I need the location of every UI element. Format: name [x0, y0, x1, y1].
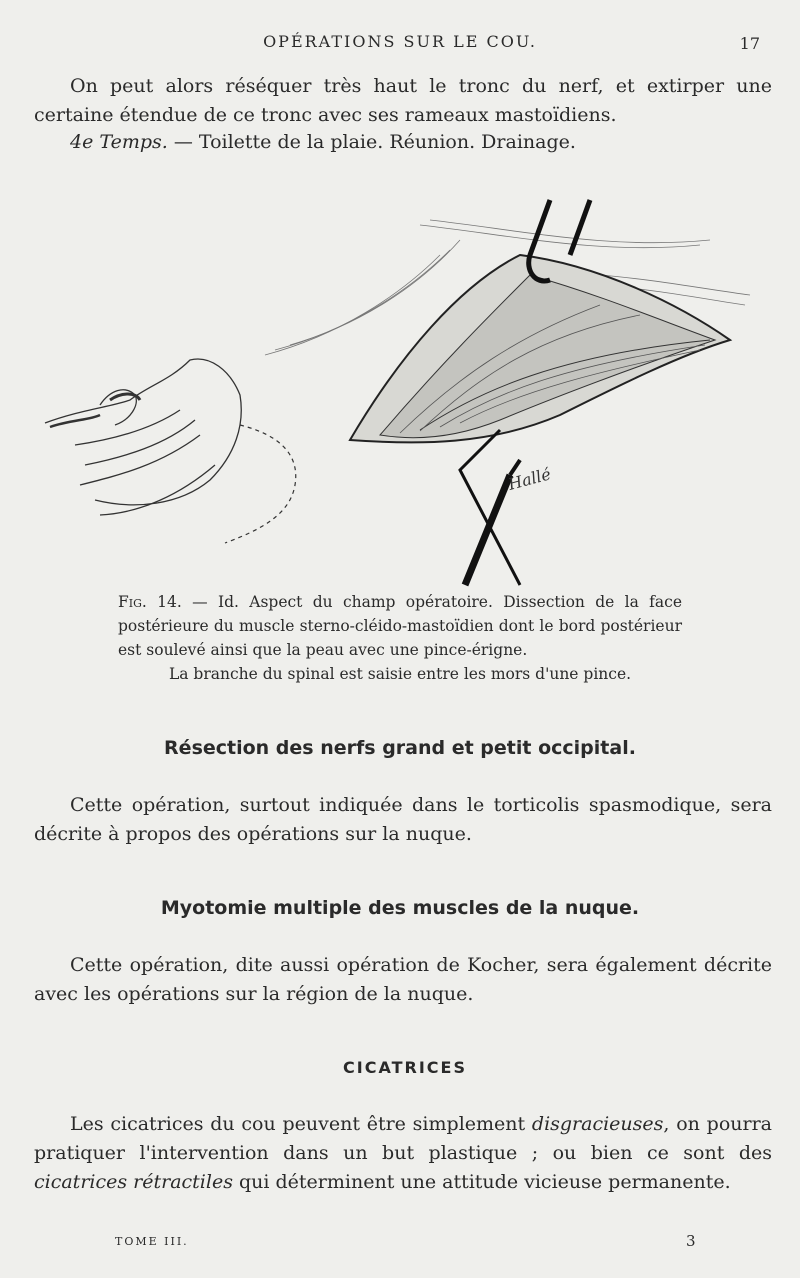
- cicatrices-italic-2: cicatrices rétractiles: [34, 1171, 233, 1193]
- ear-drawing: [45, 359, 241, 515]
- figure-caption: [118, 590, 682, 686]
- cicatrices-text-2: , on pourra pratiquer l'intervention dans un but plastique ; ou bien ce sont des: [34, 1113, 772, 1164]
- temps-label: 4e Temps.: [70, 131, 168, 153]
- section-heading-myotomie: Myotomie multiple des muscles de la nuque.: [160, 897, 640, 919]
- temps-line: [70, 131, 576, 153]
- artist-signature: Hallé: [506, 464, 553, 494]
- section-heading-cicatrices: CICATRICES: [343, 1058, 467, 1077]
- cicatrices-italic-1: disgracieuses: [531, 1113, 664, 1135]
- cicatrices-text-3: qui déterminent une attitude vicieuse permanente.: [232, 1171, 731, 1193]
- caption-label: Fig. 14.: [118, 593, 182, 611]
- caption-text: — Id. Aspect du champ opératoire. Dissection de la face postérieure du muscle sterno-cléido-mastoïdien dont le bord postérieur est soulevé ainsi que la peau avec une pince-érigne.: [118, 593, 682, 659]
- page-number: 17: [739, 34, 760, 53]
- cicatrices-text-1: Les cicatrices du cou peuvent être simplement: [70, 1113, 532, 1135]
- footer-volume: TOME III.: [115, 1235, 189, 1248]
- caption-last-line: La branche du spinal est saisie entre les mors d'une pince.: [168, 665, 632, 683]
- section-text-cicatrices: [34, 1110, 772, 1197]
- temps-text: — Toilette de la plaie. Réunion. Drainage.: [167, 131, 576, 153]
- running-header: OPÉRATIONS SUR LE COU.: [263, 32, 537, 51]
- intro-paragraph: On peut alors réséquer très haut le tronc du nerf, et extirper une certaine étendue de ce tronc avec ses rameaux mastoïdiens.: [34, 75, 772, 126]
- section-text-resection: Cette opération, surtout indiquée dans le torticolis spasmodique, sera décrite à propos des opérations sur la nuque.: [34, 794, 772, 845]
- section-heading-resection: Résection des nerfs grand et petit occipital.: [164, 737, 636, 759]
- section-text-myotomie: Cette opération, dite aussi opération de Kocher, sera également décrite avec les opérations sur la région de la nuque.: [34, 954, 772, 1005]
- footer-signature-mark: 3: [686, 1232, 696, 1250]
- surgical-illustration: [40, 195, 760, 590]
